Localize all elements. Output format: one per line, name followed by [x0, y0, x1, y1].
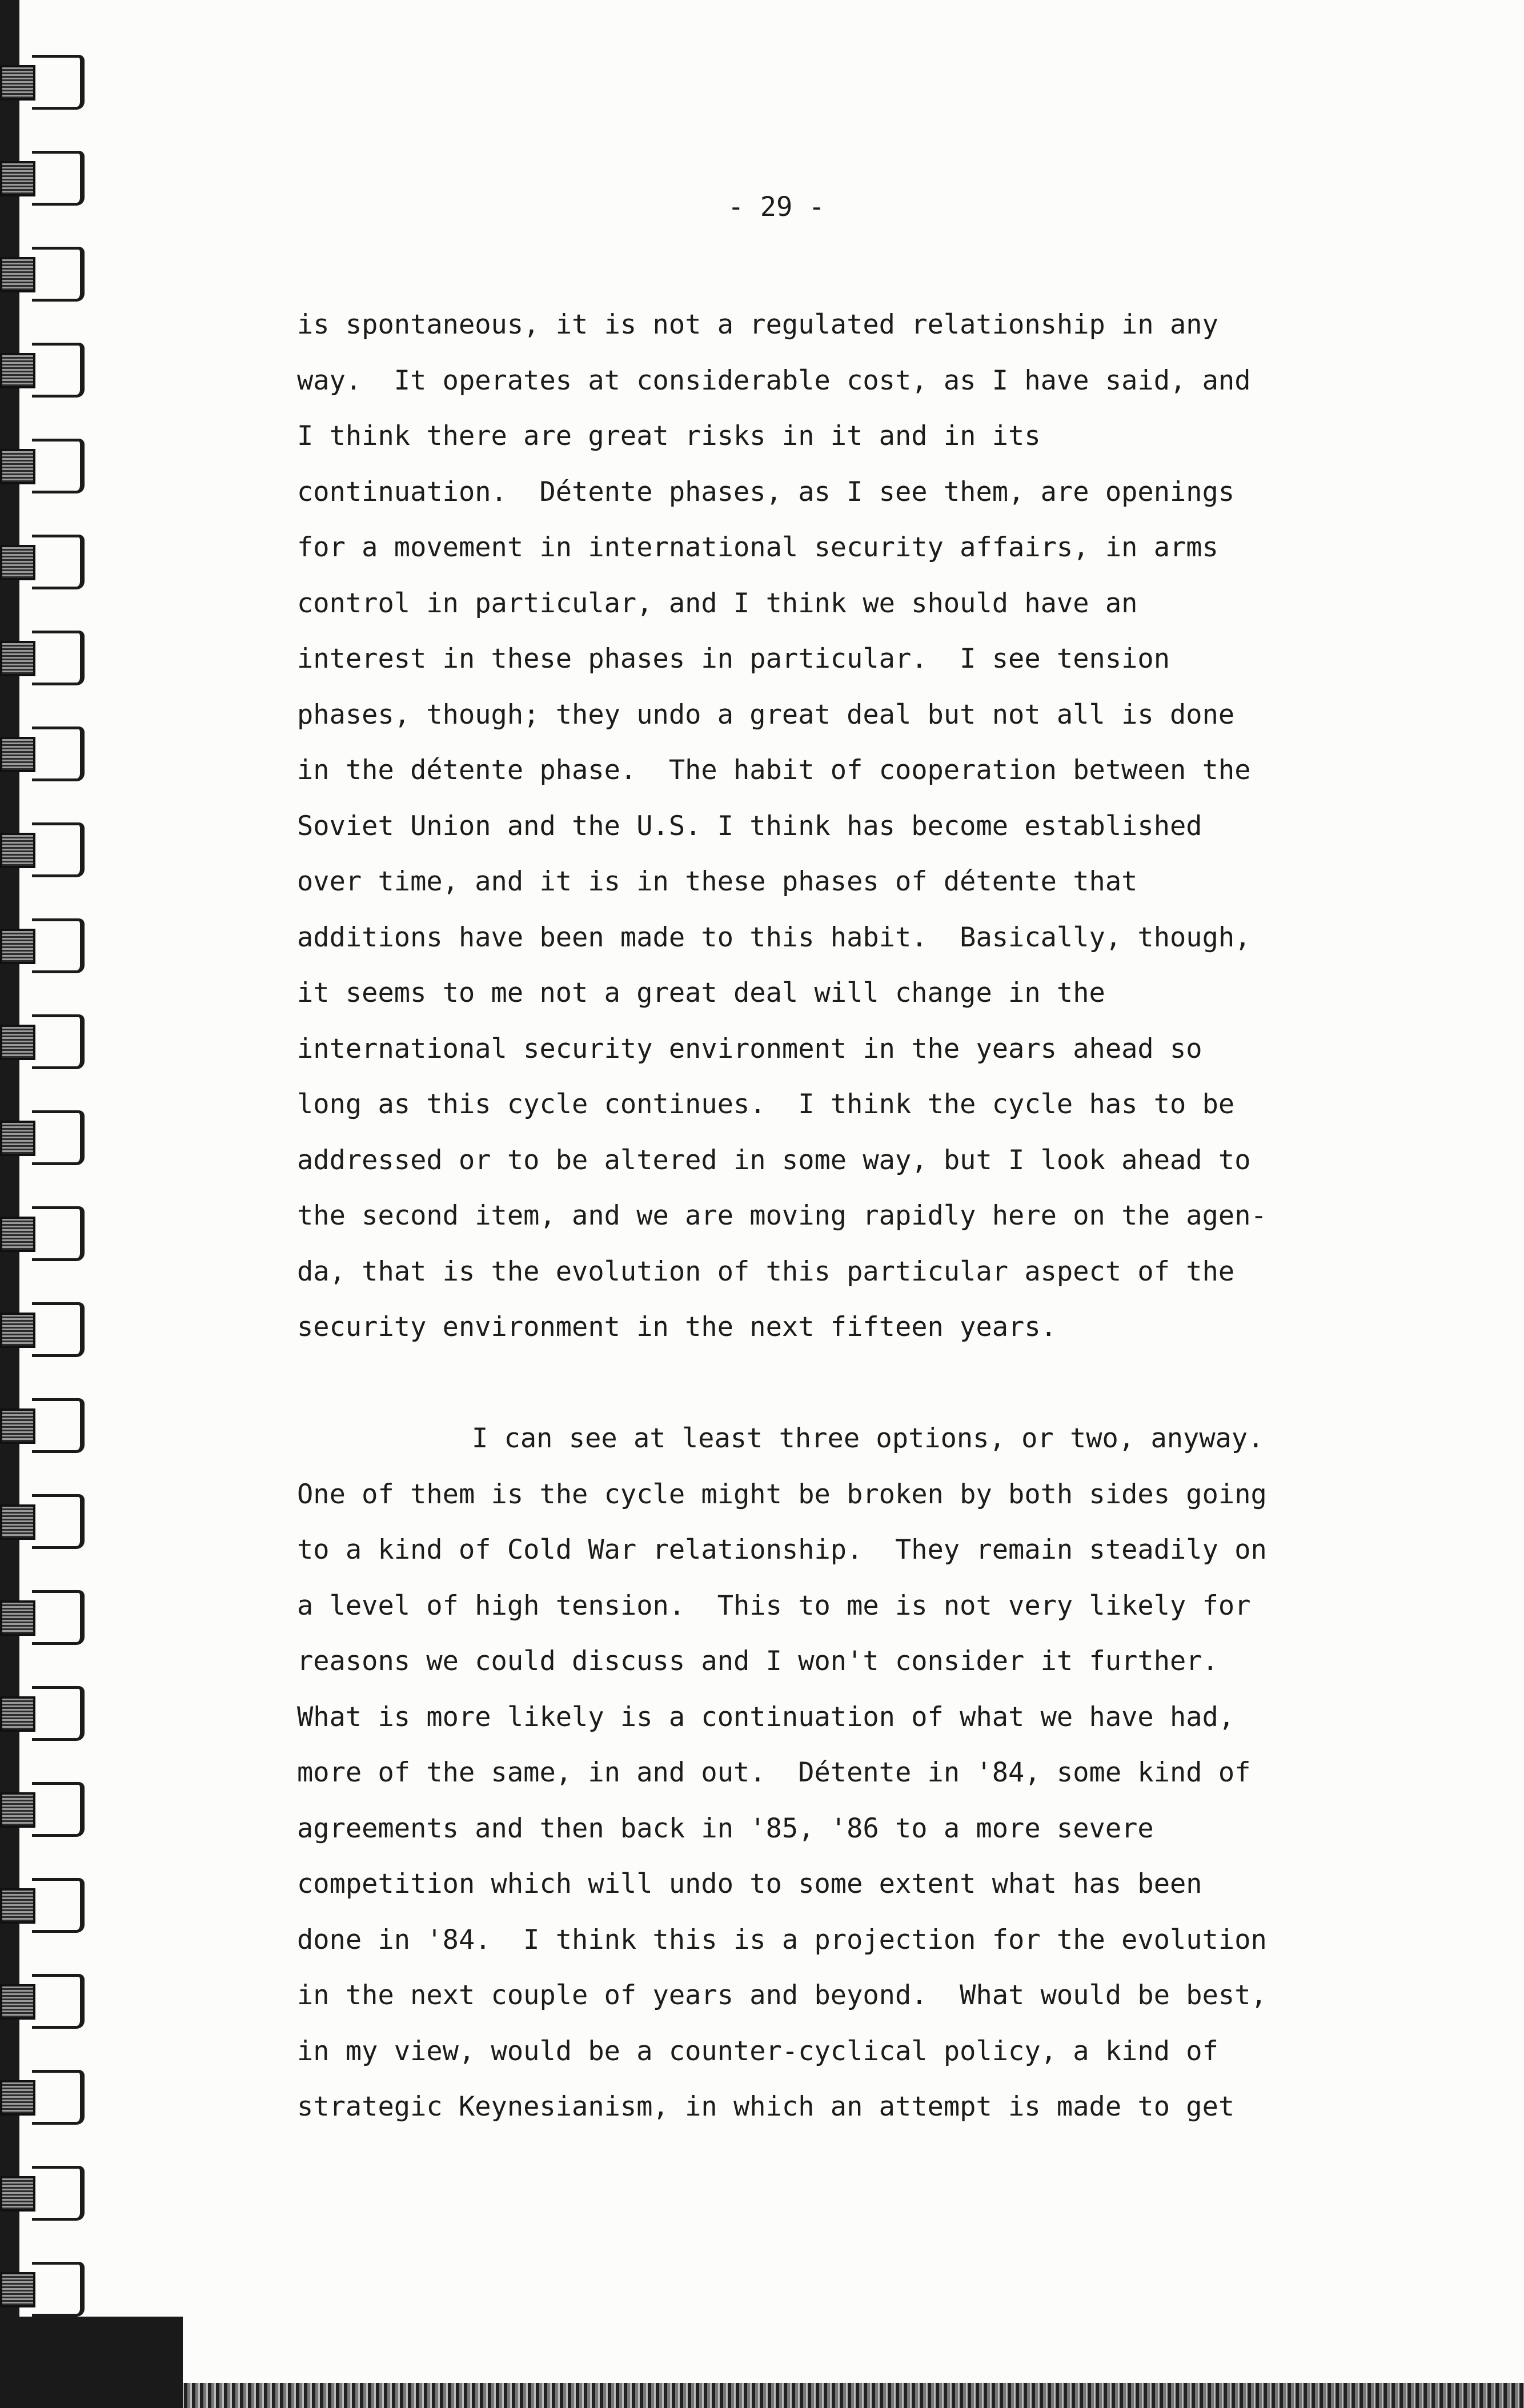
binding-ring	[0, 1773, 97, 1841]
text-line: way. It operates at considerable cost, as I have said, and	[297, 364, 1251, 396]
text-line: over time, and it is in these phases of détente that	[297, 866, 1138, 897]
text-line: control in particular, and I think we should have an	[297, 587, 1138, 619]
binding-ring	[0, 813, 97, 882]
text-line: international security environment in the years ahead so	[297, 1033, 1202, 1065]
binding-ring	[0, 621, 97, 690]
text-line: I can see at least three options, or two, anyway.	[472, 1423, 1264, 1454]
text-line: security environment in the next fifteen years.	[297, 1311, 1057, 1343]
binding-ring	[0, 430, 97, 498]
text-line: more of the same, in and out. Détente in '84, some kind of	[297, 1757, 1251, 1788]
binding-ring	[0, 1005, 97, 1074]
text-line: strategic Keynesianism, in which an attempt is made to get	[297, 2091, 1235, 2122]
text-line: reasons we could discuss and I won't consider it further.	[297, 1646, 1218, 1677]
binding-ring	[0, 46, 97, 114]
binding-ring	[0, 1389, 97, 1458]
binding-ring	[0, 1581, 97, 1650]
binding-ring	[0, 1869, 97, 1937]
body-text	[297, 297, 1354, 2135]
text-line: agreements and then back in '85, '86 to a more severe	[297, 1812, 1154, 1844]
binding-ring	[0, 1197, 97, 1266]
text-line: additions have been made to this habit. Basically, though,	[297, 921, 1251, 953]
text-line: What is more likely is a continuation of what we have had,	[297, 1701, 1235, 1733]
binding-ring	[0, 1965, 97, 2033]
paragraph-gap	[297, 1355, 1354, 1411]
text-line: I think there are great risks in it and in its	[297, 420, 1041, 452]
text-line: a level of high tension. This to me is not very likely for	[297, 1590, 1251, 1622]
binding-ring	[0, 1293, 97, 1362]
text-line: the second item, and we are moving rapidly here on the agen-	[297, 1200, 1267, 1231]
binding-ring	[0, 1485, 97, 1554]
text-line: in the détente phase. The habit of cooperation between the	[297, 754, 1251, 786]
text-line: addressed or to be altered in some way, but I look ahead to	[297, 1144, 1251, 1176]
text-line: in my view, would be a counter-cyclical policy, a kind of	[297, 2035, 1218, 2067]
text-line: it seems to me not a great deal will change in the	[297, 977, 1105, 1009]
text-line: phases, though; they undo a great deal but not all is done	[297, 699, 1235, 731]
binding-ring	[0, 525, 97, 594]
scan-corner-shadow	[0, 2317, 183, 2408]
binding-ring	[0, 717, 97, 786]
text-line: done in '84. I think this is a projection for the evolution	[297, 1924, 1267, 1956]
scan-bottom-edge	[0, 2383, 1524, 2408]
text-line: interest in these phases in particular. I see tension	[297, 643, 1170, 675]
text-line: da, that is the evolution of this particular aspect of the	[297, 1255, 1235, 1287]
text-line: in the next couple of years and beyond. What would be best,	[297, 1980, 1267, 2011]
text-line: Soviet Union and the U.S. I think has become established	[297, 810, 1202, 842]
page-number: - 29 -	[728, 191, 825, 223]
binding-ring	[0, 2253, 97, 2321]
text-line: One of them is the cycle might be broken by both sides going	[297, 1478, 1267, 1510]
binding-ring	[0, 334, 97, 402]
binding-ring	[0, 238, 97, 306]
text-line: competition which will undo to some extent what has been	[297, 1868, 1202, 1900]
binding-ring	[0, 909, 97, 978]
text-line: is spontaneous, it is not a regulated relationship in any	[297, 309, 1218, 340]
spiral-binding	[0, 0, 109, 2408]
text-line: to a kind of Cold War relationship. They remain steadily on	[297, 1534, 1267, 1566]
binding-ring	[0, 2061, 97, 2129]
text-line: long as this cycle continues. I think the cycle has to be	[297, 1089, 1235, 1120]
text-line: continuation. Détente phases, as I see them, are openings	[297, 476, 1235, 508]
binding-ring	[0, 1677, 97, 1745]
binding-ring	[0, 2157, 97, 2225]
text-line: for a movement in international security affairs, in arms	[297, 532, 1218, 563]
binding-ring	[0, 1101, 97, 1170]
